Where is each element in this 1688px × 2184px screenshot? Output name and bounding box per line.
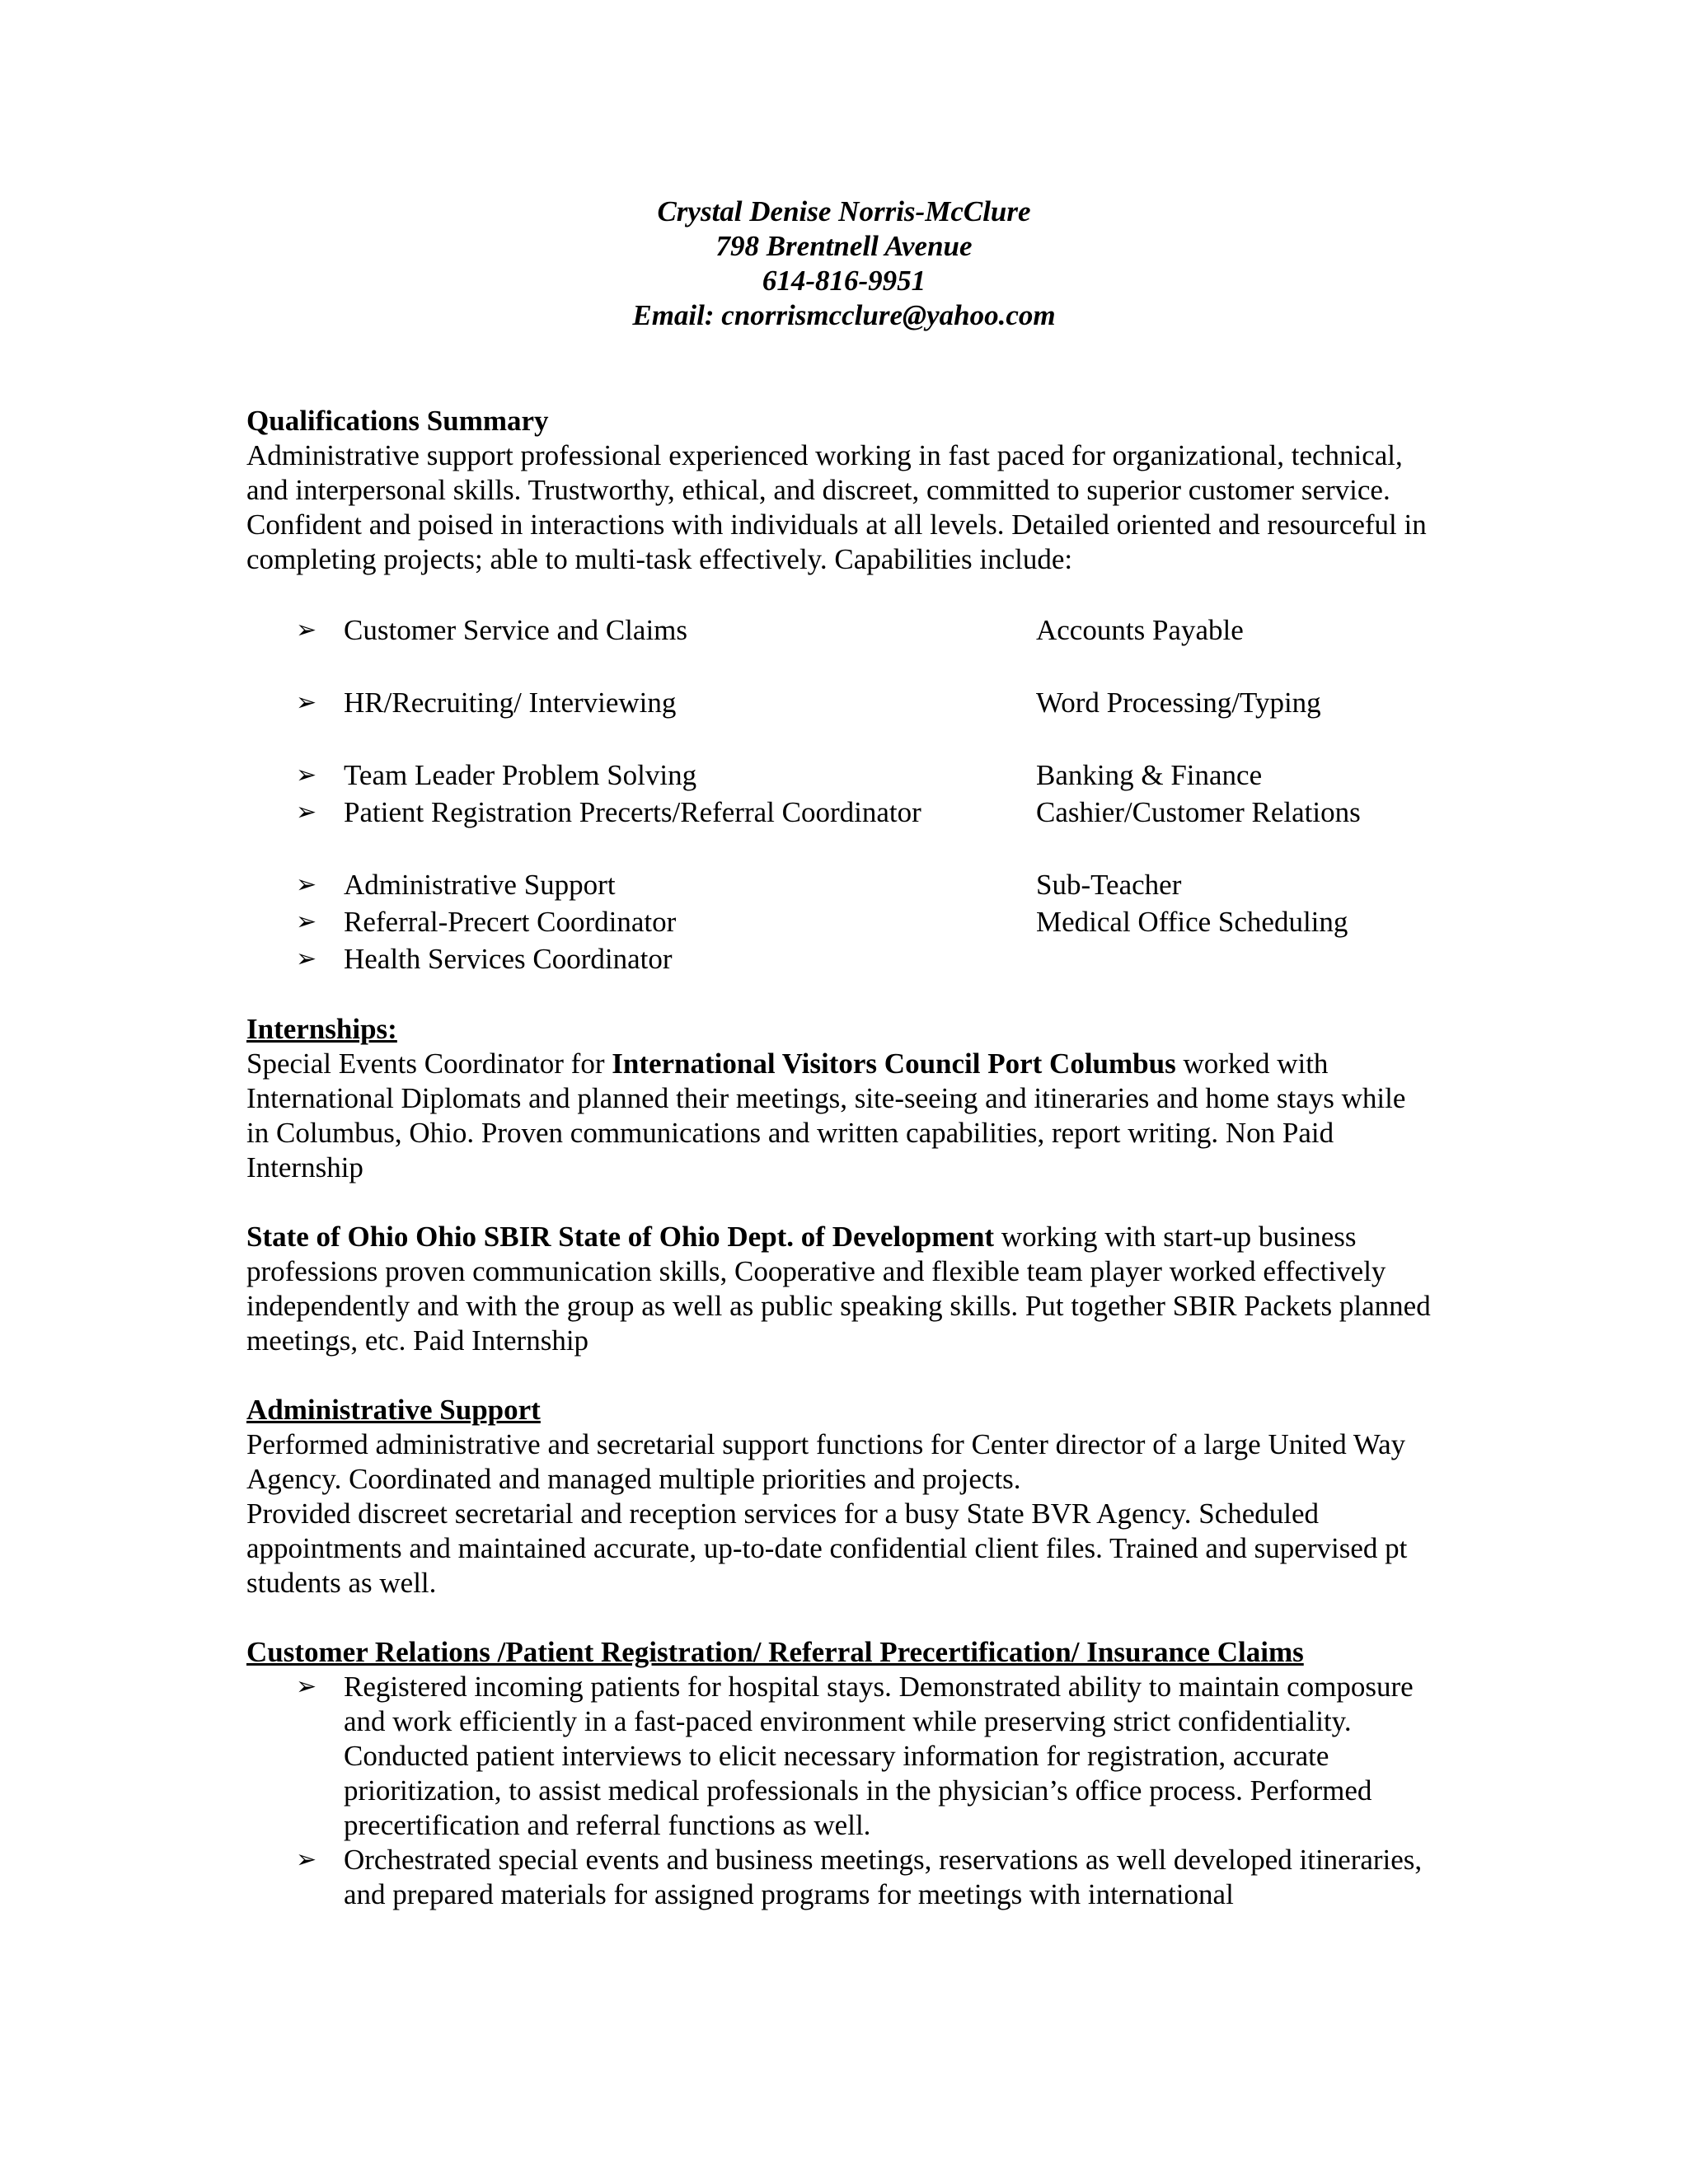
capability-right: Accounts Payable — [1036, 614, 1244, 646]
email-address: Email: cnorrismcclure@yahoo.com — [632, 299, 1056, 331]
arrow-bullet-icon: ➢ — [296, 762, 317, 789]
capability-left: Patient Registration Precerts/Referral Coordinator — [344, 796, 921, 828]
contact-header — [0, 194, 1688, 333]
admin-support-heading: Administrative Support — [246, 1394, 541, 1426]
internship-item-ivc — [246, 1047, 1433, 1185]
arrow-bullet-icon: ➢ — [296, 689, 317, 716]
qualifications-heading: Qualifications Summary — [246, 405, 549, 437]
internship-sbir-org: State of Ohio Ohio SBIR State of Ohio Dept. of Development — [246, 1221, 995, 1253]
list-item — [246, 1843, 1433, 1912]
capability-left: Health Services Coordinator — [344, 943, 673, 975]
street-address: 798 Brentnell Avenue — [715, 230, 973, 262]
capability-row — [246, 866, 1433, 903]
phone-number: 614-816-9951 — [762, 265, 926, 297]
capability-left: Team Leader Problem Solving — [344, 759, 697, 791]
arrow-bullet-icon: ➢ — [296, 1673, 317, 1700]
bullet-text: Orchestrated special events and business meetings, reservations as well developed itineraries, and prepared materials for assigned programs for meetings with international — [344, 1844, 1423, 1910]
applicant-name: Crystal Denise Norris-McClure — [657, 195, 1031, 227]
resume-body — [246, 404, 1433, 1912]
capability-row — [246, 612, 1433, 649]
capability-row — [246, 684, 1433, 721]
capability-right: Banking & Finance — [1036, 759, 1263, 791]
capability-right: Medical Office Scheduling — [1036, 906, 1348, 938]
admin-support-paragraph-2: Provided discreet secretarial and reception services for a busy State BVR Agency. Scheduled appointments and maintained accurate, up-to-date confidential client files. Trained and supervised pt students as well. — [246, 1497, 1408, 1599]
list-item — [246, 1670, 1433, 1843]
capability-row — [246, 794, 1433, 831]
internship-ivc-desc: worked with International Diplomats and planned their meetings, site-seeing and itineraries and home stays while in Columbus, Ohio. Proven communications and written capabilities, report writing. Non Paid Internship — [246, 1047, 1406, 1183]
customer-relations-list — [246, 1670, 1433, 1912]
qualifications-text: Administrative support professional experienced working in fast paced for organizational, technical, and interpersonal skills. Trustworthy, ethical, and discreet, committed to superior customer service. Confident and poised in interactions with individuals at all levels. Detailed oriented and resourceful in completing projects; able to multi-task effectively. Capabilities include: — [246, 439, 1427, 575]
capability-left: Referral-Precert Coordinator — [344, 906, 677, 938]
arrow-bullet-icon: ➢ — [296, 1846, 317, 1873]
internship-ivc-pre: Special Events Coordinator for — [246, 1047, 612, 1080]
arrow-bullet-icon: ➢ — [296, 908, 317, 935]
capability-left: HR/Recruiting/ Interviewing — [344, 687, 677, 719]
internships-heading: Internships: — [246, 1013, 397, 1045]
capability-left: Administrative Support — [344, 869, 616, 901]
capability-right: Word Processing/Typing — [1036, 687, 1321, 719]
capability-row — [246, 940, 1433, 977]
capability-row — [246, 757, 1433, 794]
admin-support-paragraph-1: Performed administrative and secretarial support functions for Center director of a large United Way Agency. Coordinated and managed multiple priorities and projects. — [246, 1428, 1406, 1495]
customer-relations-heading: Customer Relations /Patient Registration/ Referral Precertification/ Insurance Claims — [246, 1636, 1304, 1668]
internship-item-sbir — [246, 1220, 1433, 1358]
capability-right — [1036, 940, 1433, 977]
arrow-bullet-icon: ➢ — [296, 616, 317, 644]
internship-sbir-desc: working with start-up business professions proven communication skills, Cooperative and flexible team player worked effectively independently and with the group as well as public speaking skills. Put together SBIR Packets planned meetings, etc. Paid Internship — [246, 1221, 1431, 1357]
internship-ivc-org: International Visitors Council Port Columbus — [612, 1047, 1176, 1080]
capability-right: Sub-Teacher — [1036, 869, 1182, 901]
arrow-bullet-icon: ➢ — [296, 945, 317, 972]
capabilities-list — [246, 612, 1433, 977]
arrow-bullet-icon: ➢ — [296, 871, 317, 898]
capability-row — [246, 903, 1433, 940]
capability-right: Cashier/Customer Relations — [1036, 796, 1361, 828]
bullet-text: Registered incoming patients for hospital stays. Demonstrated ability to maintain composure and work efficiently in a fast-paced environment while preserving strict confidentiality. Conducted patient interviews to elicit necessary information for registration, accurate prioritization, to assist medical professionals in the physician’s office process. Performed precertification and referral functions as well. — [344, 1671, 1414, 1841]
arrow-bullet-icon: ➢ — [296, 799, 317, 826]
capability-left: Customer Service and Claims — [344, 614, 688, 646]
